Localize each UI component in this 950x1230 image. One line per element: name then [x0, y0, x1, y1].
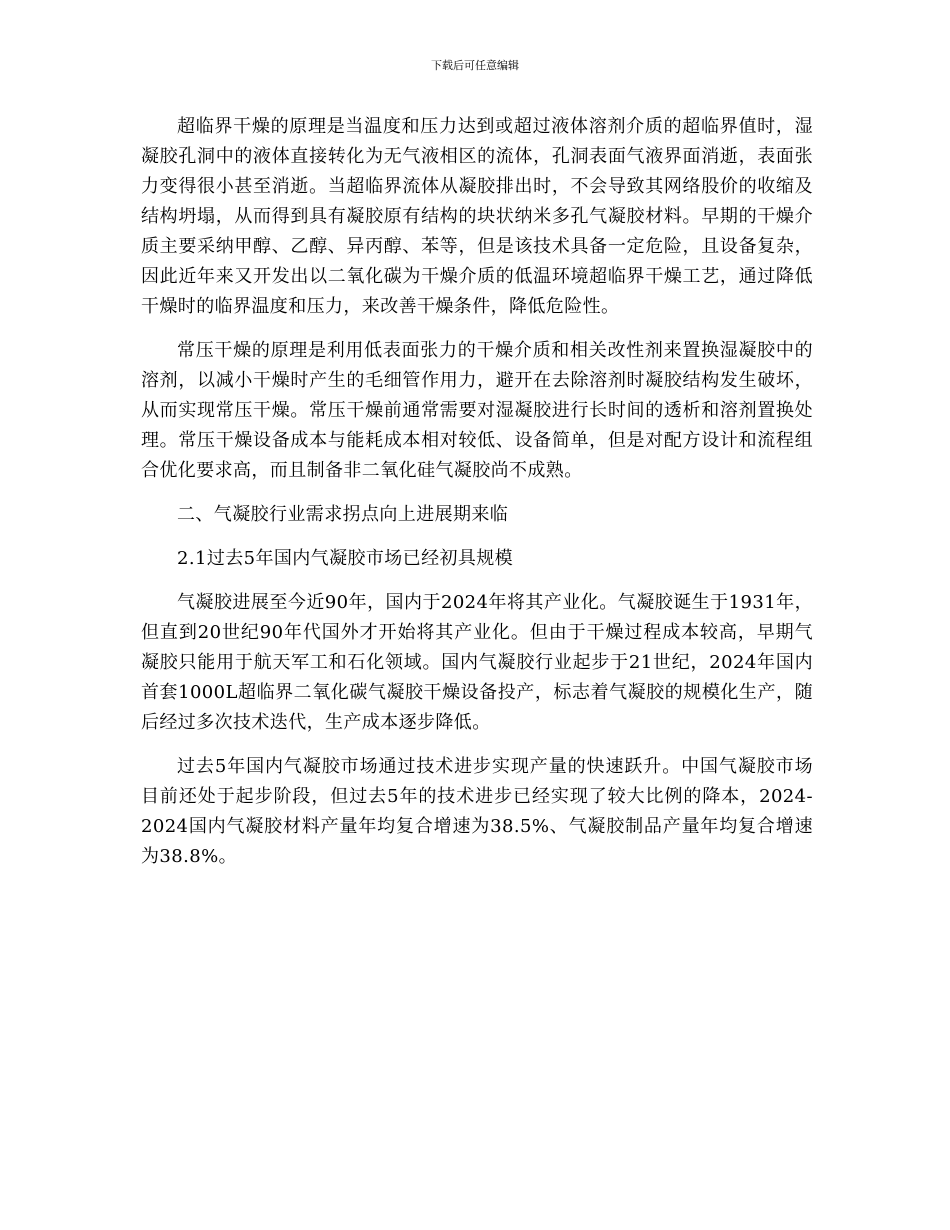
paragraph-aerogel-history: 气凝胶进展至今近90年，国内于2024年将其产业化。气凝胶诞生于1931年，但直到20世纪90年代国外才开始将其产业化。但由于干燥过程成本较高，早期气凝胶只能用于航天军工和石化领域。国内气凝胶行业起步于21世纪，2024年国内首套1000L超临界二氧化碳气凝胶干燥设备投产，标志着气凝胶的规模化生产，随后经过多次技术迭代，生产成本逐步降低。	[141, 592, 813, 733]
paragraph-supercritical-drying: 超临界干燥的原理是当温度和压力达到或超过液体溶剂介质的超临界值时，湿凝胶孔洞中的液体直接转化为无气液相区的流体，孔洞表面气液界面消逝，表面张力变得很小甚至消逝。当超临界流体从凝胶排出时，不会导致其网络股价的收缩及结构坍塌，从而得到具有凝胶原有结构的块状纳米多孔气凝胶材料。早期的干燥介质主要采纳甲醇、乙醇、异丙醇、苯等，但是该技术具备一定危险，且设备复杂，因此近年来又开发出以二氧化碳为干燥介质的低温环境超临界干燥工艺，通过降低干燥时的临界温度和压力，来改善干燥条件，降低危险性。	[141, 116, 813, 317]
page-header: 下载后可任意编辑	[431, 59, 519, 72]
document-body	[141, 112, 813, 886]
paragraph-market-growth: 过去5年国内气凝胶市场通过技术进步实现产量的快速跃升。中国气凝胶市场目前还处于起步阶段，但过去5年的技术进步已经实现了较大比例的降本，2024-2024国内气凝胶材料产量年均复合增速为38.5%、气凝胶制品产量年均复合增速为38.8%。	[141, 756, 813, 867]
subsection-heading: 2.1过去5年国内气凝胶市场已经初具规模	[177, 548, 514, 569]
section-heading: 二、气凝胶行业需求拐点向上进展期来临	[177, 504, 509, 525]
paragraph-ambient-pressure-drying: 常压干燥的原理是利用低表面张力的干燥介质和相关改性剂来置换湿凝胶中的溶剂，以减小干燥时产生的毛细管作用力，避开在去除溶剂时凝胶结构发生破坏，从而实现常压干燥。常压干燥前通常需要对湿凝胶进行长时间的透析和溶剂置换处理。常压干燥设备成本与能耗成本相对较低、设备简单，但是对配方设计和流程组合优化要求高，而且制备非二氧化硅气凝胶尚不成熟。	[141, 340, 813, 481]
